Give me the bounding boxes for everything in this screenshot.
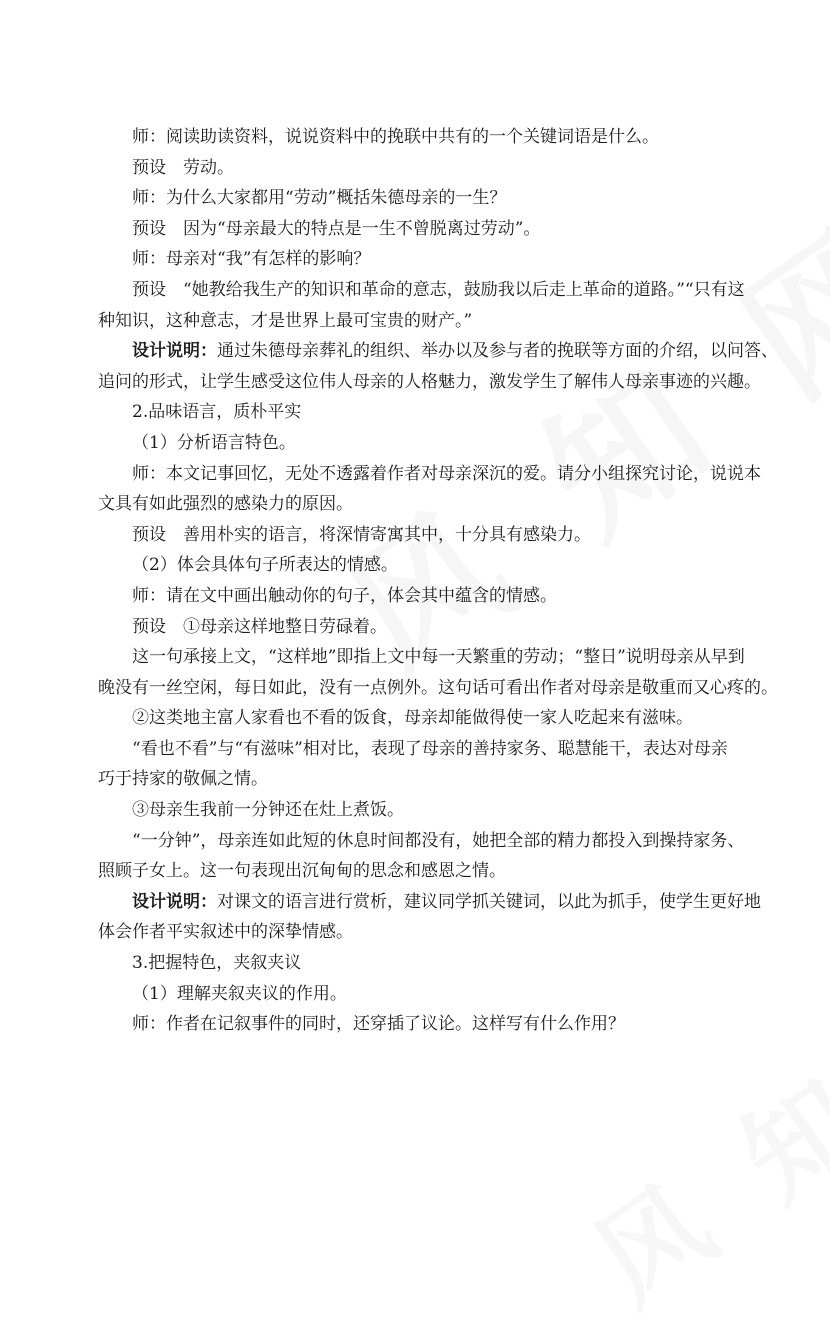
paragraph-line: 预设 善用朴实的语言，将深情寄寓其中，十分具有感染力。 [132,524,591,545]
subsection-heading: （1）分析语言特色。 [132,432,296,453]
paragraph-line: 照顾子女上。这一句表现出沉甸甸的思念和感恩之情。 [98,861,506,882]
paragraph-line: 师：阅读助读资料，说说资料中的挽联中共有的一个关键词语是什么。 [132,127,659,147]
paragraph-line: 晚没有一丝空闲，每日如此，没有一点例外。这句话可看出作者对母亲是敬重而又心疼的。 [98,677,778,698]
paragraph-line: 体会作者平实叙述中的深挚情感。 [98,922,353,943]
paragraph-line: “一分钟”，母亲连如此短的休息时间都没有，她把全部的精力都投入到操持家务、 [132,830,745,851]
paragraph-line: 预设 因为“母亲最大的特点是一生不曾脱离过劳动”。 [132,218,541,239]
paragraph-line: 预设 劳动。 [132,157,234,178]
paragraph-line: 预设 ①母亲这样地整日劳碌着。 [132,616,387,637]
design-note-label: 设计说明： [132,891,217,912]
paragraph-line: 巧于持家的敬佩之情。 [98,769,268,790]
paragraph-line: ③母亲生我前一分钟还在灶上煮饭。 [132,800,404,821]
subsection-heading: （1）理解夹叙夹议的作用。 [132,983,347,1004]
design-note-text: 对课文的语言进行赏析，建议同学抓关键词，以此为抓手，使学生更好地 [217,891,761,912]
paragraph-line: 师：为什么大家都用“劳动”概括朱德母亲的一生？ [132,188,507,209]
subsection-heading: （2）体会具体句子所表达的情感。 [132,555,398,576]
paragraph-line: “看也不看”与“有滋味”相对比，表现了母亲的善持家务、聪慧能干，表达对母亲 [132,738,728,759]
paragraph-line: 师：本文记事回忆，无处不透露着作者对母亲深沉的爱。请分小组探究讨论，说说本 [132,463,761,484]
design-note-label: 设计说明： [132,341,217,362]
design-note-text: 通过朱德母亲葬礼的组织、举办以及参与者的挽联等方面的介绍，以问答、 [217,341,778,362]
paragraph-line: ②这类地主富人家看也不看的饭食，母亲却能做得使一家人吃起来有滋味。 [132,708,693,729]
paragraph-line: 种知识，这种意志，才是世界上最可宝贵的财产。” [98,310,473,331]
design-note-line [132,341,778,362]
section-heading: 3.把握特色，夹叙夹议 [132,953,302,974]
paragraph-line: 预设 “她教给我生产的知识和革命的意志，鼓励我以后走上革命的道路。”“只有这 [132,279,745,300]
design-note-line [132,891,761,912]
paragraph-line: 文具有如此强烈的感染力的原因。 [98,494,353,515]
paragraph-line: 师：母亲对“我”有怎样的影响？ [132,249,371,270]
document-body [98,127,778,1045]
paragraph-line: 这一句承接上文，“这样地”即指上文中每一天繁重的劳动；“整日”说明母亲从早到 [132,647,745,668]
paragraph-line: 师：请在文中画出触动你的句子，体会其中蕴含的情感。 [132,585,557,606]
section-heading: 2.品味语言，质朴平实 [132,402,302,423]
paragraph-line: 追问的形式，让学生感受这位伟人母亲的人格魅力，激发学生了解伟人母亲事迹的兴趣。 [98,371,761,392]
paragraph-line: 师：作者在记叙事件的同时，还穿插了议论。这样写有什么作用？ [132,1014,625,1035]
